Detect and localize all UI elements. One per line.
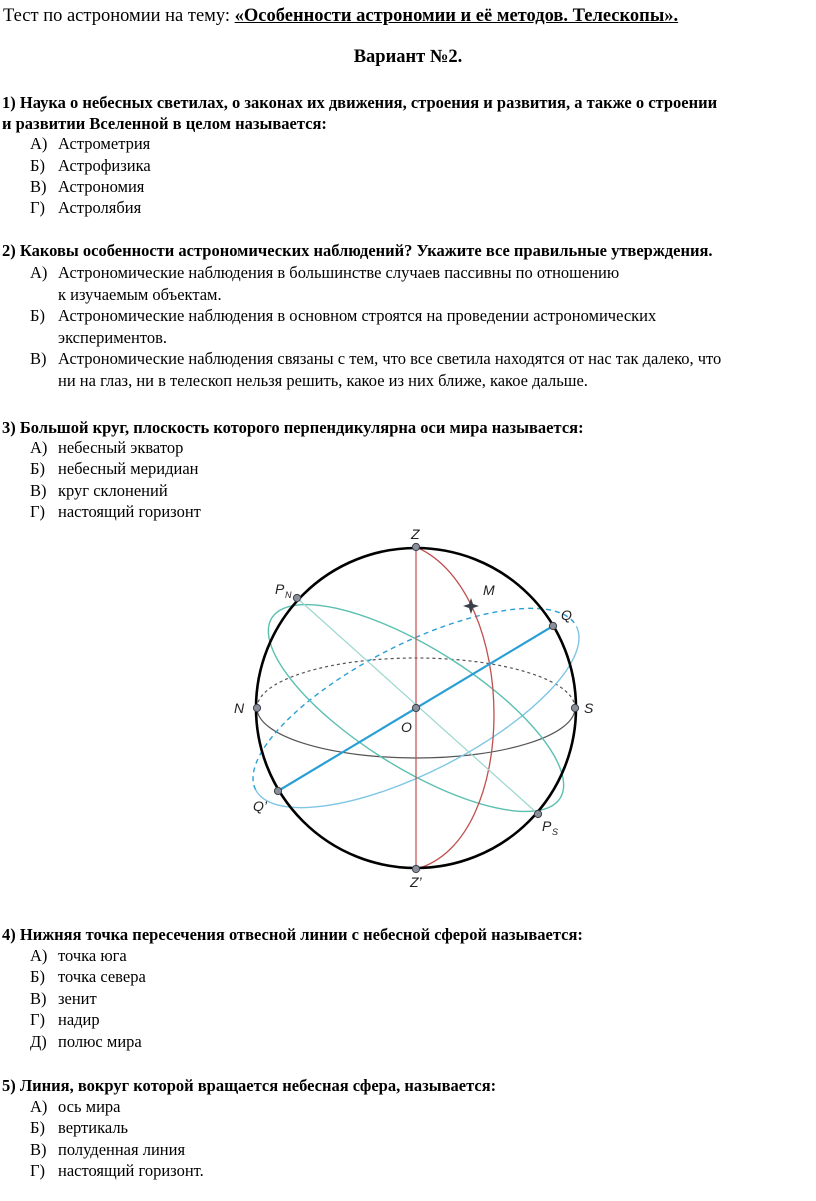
option-text: полуденная линия (58, 1140, 186, 1159)
option-text: ось мира (58, 1097, 121, 1116)
point-q-prime (274, 787, 281, 794)
option-text: Астрономические наблюдения в большинстве случаев пассивны по отношению (58, 263, 620, 282)
option-letter: Б) (30, 306, 45, 325)
point-o (412, 704, 419, 711)
label-n: N (234, 700, 245, 716)
option-letter: А) (30, 134, 48, 153)
point-n (253, 704, 260, 711)
label-z-prime: Z’ (410, 874, 422, 890)
option-letter: В) (30, 481, 47, 500)
label-o: O (401, 719, 412, 735)
option-text: Астрофизика (58, 156, 151, 175)
option-letter: Б) (30, 967, 45, 986)
option-letter: А) (30, 1097, 48, 1116)
option-text: Астрономические наблюдения в основном строятся на проведении астрономических (58, 306, 657, 325)
label-ps: P (542, 818, 552, 834)
point-q (549, 622, 556, 629)
option-text: настоящий горизонт (58, 502, 201, 521)
question-1-line-2: и развитии Вселенной в целом называется: (2, 114, 327, 133)
label-q-prime: Q’ (253, 798, 267, 814)
option-text: точка севера (58, 967, 146, 986)
label-s: S (584, 700, 594, 716)
page-title (3, 6, 678, 27)
question-1-line-1: 1) Наука о небесных светилах, о законах их движения, строения и развития, а также о строении (2, 93, 718, 112)
point-z (412, 543, 419, 550)
variant-heading: Вариант №2. (353, 47, 463, 67)
option-text: точка юга (58, 946, 127, 965)
option-text-cont: ни на глаз, ни в телескоп нельзя решить, какое из них ближе, какое дальше. (58, 371, 588, 390)
point-z-prime (412, 865, 419, 872)
option-text: Астролябия (58, 198, 142, 217)
label-z: Z (411, 526, 420, 542)
option-text-cont: экспериментов. (58, 328, 167, 347)
option-text: Астрономия (58, 177, 145, 196)
option-letter: В) (30, 1140, 47, 1159)
option-letter: В) (30, 989, 47, 1008)
option-text: настоящий горизонт. (58, 1161, 204, 1180)
question-2: 2) Каковы особенности астрономических наблюдений? Укажите все правильные утверждения. (2, 241, 713, 260)
question-3: 3) Большой круг, плоскость которого перпендикулярна оси мира называется: (2, 418, 584, 437)
question-5: 5) Линия, вокруг которой вращается небесная сфера, называется: (2, 1076, 497, 1095)
option-text: полюс мира (58, 1032, 142, 1051)
option-letter: Б) (30, 459, 45, 478)
option-letter: Г) (30, 502, 46, 521)
label-pn: P (275, 581, 285, 597)
label-pn-sub: N (285, 590, 292, 600)
equator-back (227, 569, 577, 789)
point-pn (293, 594, 300, 601)
option-letter: Г) (30, 1161, 46, 1180)
option-text: зенит (58, 989, 97, 1008)
title-subject: «Особенности астрономии и её методов. Телескопы». (234, 6, 679, 26)
celestial-sphere-diagram (220, 522, 620, 897)
option-letter: А) (30, 263, 48, 282)
question-4: 4) Нижняя точка пересечения отвесной линии с небесной сферой называется: (2, 925, 583, 944)
option-letter: Г) (30, 198, 46, 217)
label-m: M (483, 582, 495, 598)
celestial-sphere-svg (220, 522, 620, 897)
point-s (571, 704, 578, 711)
label-ps-sub: S (552, 827, 559, 837)
option-letter: В) (30, 177, 47, 196)
option-letter: Г) (30, 1010, 46, 1029)
label-q: Q (561, 607, 572, 623)
equator-front (256, 626, 606, 846)
point-ps (534, 810, 541, 817)
option-letter: А) (30, 946, 48, 965)
option-letter: А) (30, 438, 48, 457)
option-text: надир (58, 1010, 100, 1029)
option-text: небесный меридиан (58, 459, 199, 478)
star-m-icon (463, 598, 479, 614)
title-prefix: Тест по астрономии на тему: (3, 6, 235, 26)
option-text-cont: к изучаемым объектам. (58, 285, 222, 304)
option-text: Астрономические наблюдения связаны с тем, что все светила находятся от нас так далеко, что (58, 349, 722, 368)
option-text: вертикаль (58, 1118, 129, 1137)
option-text: Астрометрия (58, 134, 151, 153)
option-text: круг склонений (58, 481, 168, 500)
option-letter: Д) (30, 1032, 47, 1051)
option-text: небесный экватор (58, 438, 184, 457)
option-letter: Б) (30, 1118, 45, 1137)
option-letter: Б) (30, 156, 45, 175)
option-letter: В) (30, 349, 47, 368)
